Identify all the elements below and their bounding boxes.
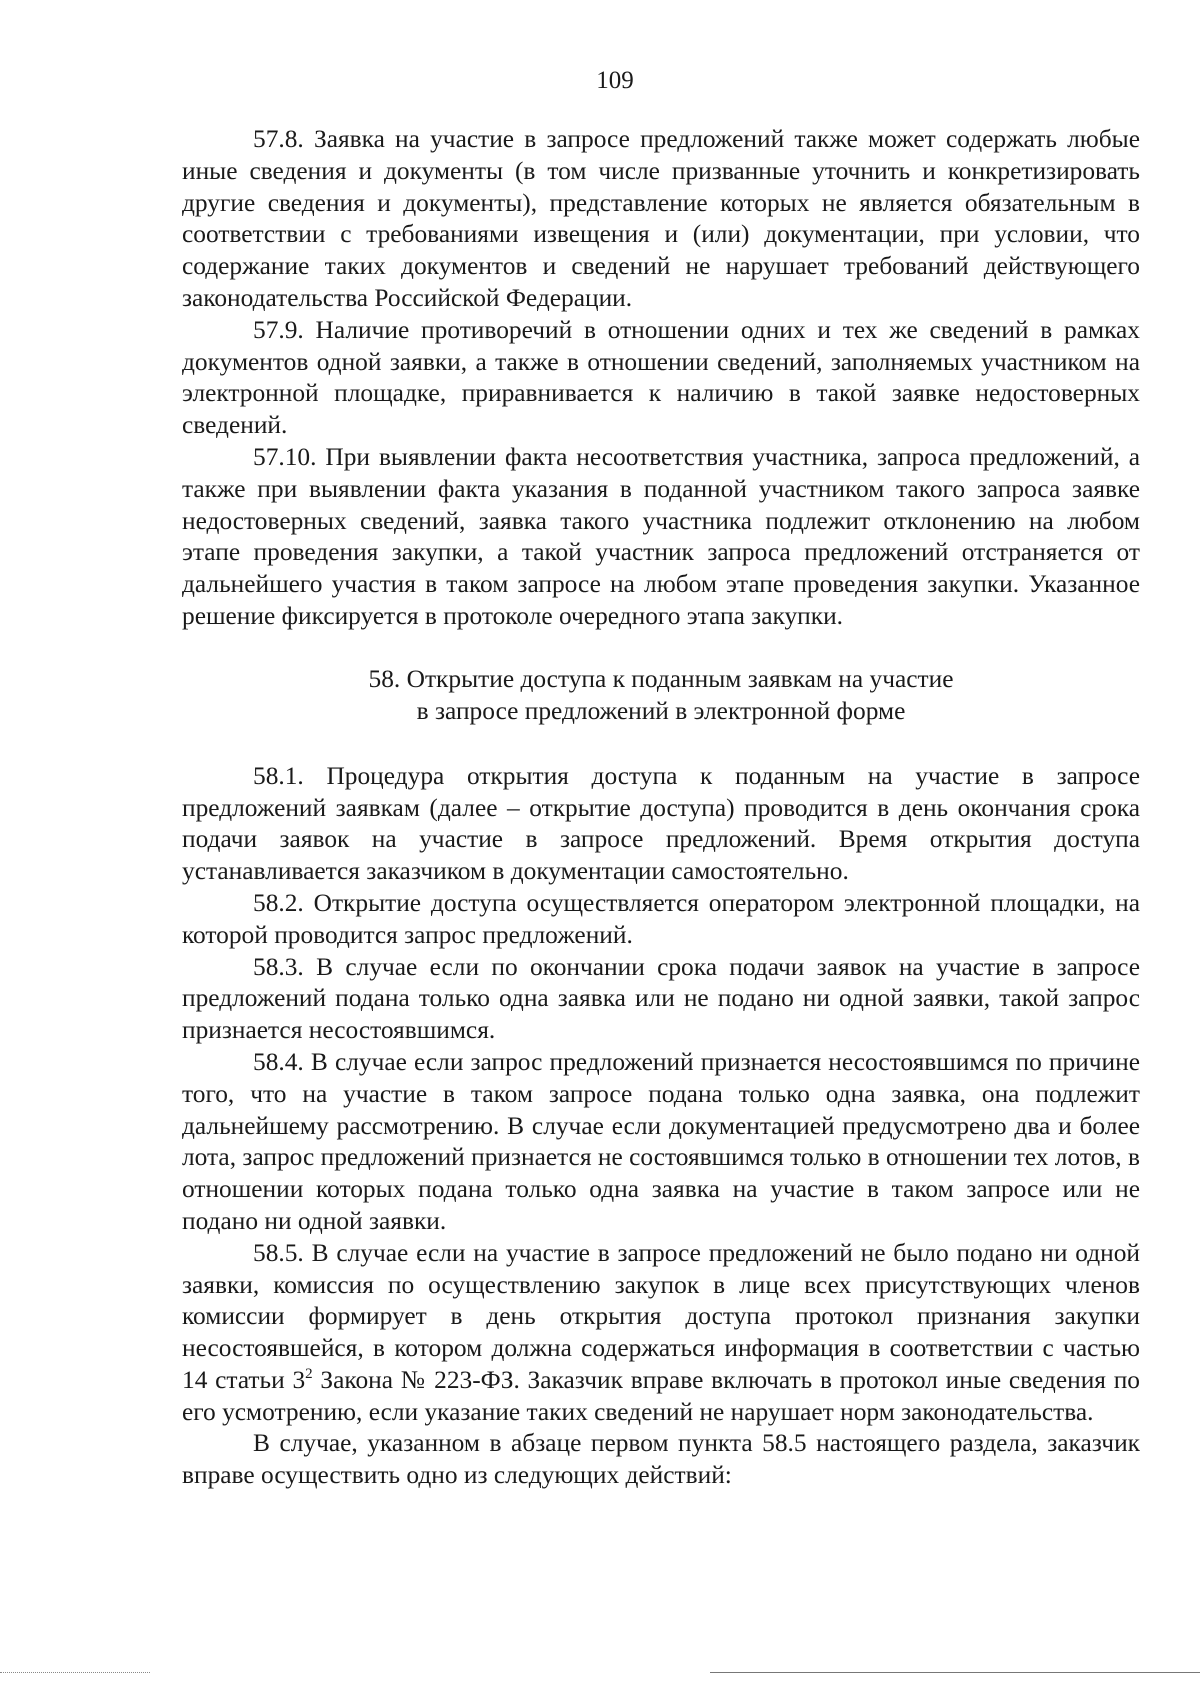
paragraph-58-1: 58.1. Процедура открытия доступа к поданным на участие в запросе предложений заявкам (далее – открытие доступа) проводится в день окончания срока подачи заявок на участие в запросе предложений. Время открытия доступа устанавливается заказчиком в документации самостоятельно. (182, 761, 1140, 886)
page-number: 109 (596, 67, 634, 94)
paragraph-58-4: 58.4. В случае если запрос предложений признается несостоявшимся по причине того, что на участие в таком запросе подана только одна заявка, она подлежит дальнейшему рассмотрению. В случае если документацией предусмотрено два и более лота, запрос предложений признается не состоявшимся только в отношении тех лотов, в отношении которых подана только одна заявка на участие в таком запросе или не подано ни одной заявки. (182, 1047, 1140, 1235)
paragraph-58-5-text-start: 58.5. В случае если на участие в запросе предложений не было подано ни одной заявки, комиссия по осуществлению закупок в лице всех присутствующих членов комиссии формирует в день открытия доступа протокол признания закупки несостоявшейся, в котором должна содержаться информация в соответствии с частью 14 статьи 3 (182, 1238, 1140, 1394)
section-58-heading-line2: в запросе предложений в электронной форме (416, 696, 906, 725)
section-58-heading-line1: 58. Открытие доступа к поданным заявкам на участие (368, 664, 954, 693)
paragraph-57-8: 57.8. Заявка на участие в запросе предложений также может содержать любые иные сведения и документы (в том числе призванные уточнить и конкретизировать другие сведения и документы), представление которых не является обязательным в соответствии с требованиями извещения и (или) документации, при условии, что содержание таких документов и сведений не нарушает требований действующего законодательства Российской Федерации. (182, 125, 1140, 312)
article-superscript: 2 (305, 1365, 313, 1382)
paragraph-58-2: 58.2. Открытие доступа осуществляется оператором электронной площадки, на которой проводится запрос предложений. (182, 888, 1140, 949)
paragraph-57-9: 57.9. Наличие противоречий в отношении одних и тех же сведений в рамках документов одной заявки, а также в отношении сведений, заполняемых участником на электронной площадке, приравнивается к наличию в такой заявке недостоверных сведений. (182, 315, 1140, 440)
paragraph-57-10: 57.10. При выявлении факта несоответствия участника, запроса предложений, а также при выявлении факта указания в поданной участником такого запроса заявке недостоверных сведений, заявка такого участника подлежит отклонению на любом этапе проведения закупки, а такой участник запроса предложений отстраняется от дальнейшего участия в таком запросе на любом этапе проведения закупки. Указанное решение фиксируется в протоколе очередного этапа закупки. (182, 442, 1140, 630)
paragraph-58-3: 58.3. В случае если по окончании срока подачи заявок на участие в запросе предложений подана только одна заявка или не подано ни одной заявки, такой запрос признается несостоявшимся. (182, 952, 1140, 1045)
scan-edge-line-left (0, 1672, 150, 1674)
paragraph-58-5-text-end: Закона № 223-ФЗ. Заказчик вправе включать в протокол иные сведения по его усмотрению, если указание таких сведений не нарушает норм законодательства. (182, 1365, 1140, 1426)
document-body (182, 124, 1140, 1492)
paragraph-58-5 (182, 1238, 1140, 1429)
paragraph-58-5-second: В случае, указанном в абзаце первом пункта 58.5 настоящего раздела, заказчик вправе осуществить одно из следующих действий: (182, 1429, 1140, 1490)
section-58-heading (182, 663, 1140, 727)
scan-edge-line-right (710, 1672, 1200, 1674)
